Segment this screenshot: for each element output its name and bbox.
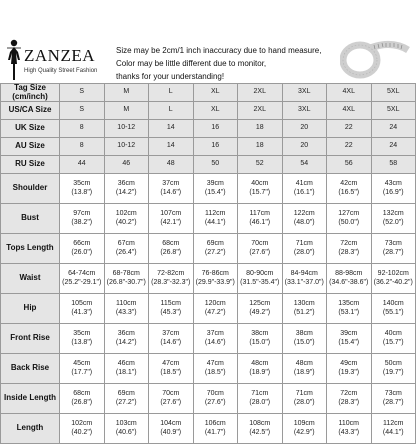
size-cell: 14 bbox=[149, 138, 194, 156]
measurement-row bbox=[1, 264, 416, 294]
size-cell: 8 bbox=[60, 138, 105, 156]
row-label: UK Size bbox=[1, 120, 60, 138]
size-cell: L bbox=[149, 102, 194, 120]
measurement-cell bbox=[149, 354, 194, 384]
inch-value: (14.6") bbox=[160, 338, 182, 346]
size-cell: 50 bbox=[193, 156, 238, 174]
inch-value: (18.9") bbox=[249, 368, 271, 376]
cm-value: 36cm bbox=[117, 180, 135, 187]
inch-value: (19.7") bbox=[382, 368, 404, 376]
size-cell: 8 bbox=[60, 120, 105, 138]
cm-value: 120cm bbox=[204, 300, 226, 307]
measurement-row bbox=[1, 294, 416, 324]
cm-value: 42cm bbox=[340, 180, 358, 187]
inch-value: (27.2") bbox=[115, 398, 137, 406]
inch-value: (14.6") bbox=[204, 338, 226, 346]
cm-value: 49cm bbox=[340, 360, 358, 367]
notice-line-1: Size may be 2cm/1 inch inaccuracy due to hand measure, bbox=[116, 46, 322, 55]
cm-value: 130cm bbox=[293, 300, 315, 307]
cm-value: 140cm bbox=[382, 300, 404, 307]
inch-value: (14.2") bbox=[115, 338, 137, 346]
cm-value: 38cm bbox=[295, 330, 313, 337]
inch-value: (48.0") bbox=[293, 218, 315, 226]
inch-value: (28.0") bbox=[249, 398, 271, 406]
cm-value: 88-98cm bbox=[335, 270, 363, 277]
inch-value: (27.6") bbox=[160, 398, 182, 406]
cm-value: 37cm bbox=[162, 330, 180, 337]
cm-value: 40cm bbox=[384, 330, 402, 337]
cm-value: 69cm bbox=[117, 390, 135, 397]
inch-value: (41.3") bbox=[71, 308, 93, 316]
cm-value: 125cm bbox=[249, 300, 271, 307]
measurement-row bbox=[1, 324, 416, 354]
measurement-cell bbox=[282, 354, 327, 384]
inch-value: (28.3") bbox=[338, 398, 360, 406]
row-label: Tag Size (cm/inch) bbox=[1, 84, 60, 102]
measurement-cell bbox=[104, 324, 149, 354]
brand-tagline: High Quality Street Fashion bbox=[24, 68, 98, 74]
measurement-cell bbox=[282, 384, 327, 414]
row-label: Bust bbox=[1, 204, 60, 234]
cm-value: 70cm bbox=[251, 240, 269, 247]
inch-value: (15.0") bbox=[293, 338, 315, 346]
measurement-cell bbox=[193, 294, 238, 324]
measurement-cell bbox=[238, 324, 283, 354]
size-cell: 16 bbox=[193, 138, 238, 156]
size-cell: 58 bbox=[371, 156, 416, 174]
cm-value: 84-94cm bbox=[290, 270, 318, 277]
woman-silhouette-icon bbox=[4, 38, 24, 82]
inch-value: (41.7") bbox=[204, 428, 226, 436]
measurement-cell bbox=[371, 414, 416, 444]
cm-value: 80-90cm bbox=[246, 270, 274, 277]
measurement-cell bbox=[238, 204, 283, 234]
measurement-row bbox=[1, 354, 416, 384]
inch-value: (34.6"-38.6") bbox=[329, 278, 369, 286]
cm-value: 107cm bbox=[160, 210, 182, 217]
size-cell: 2XL bbox=[238, 84, 283, 102]
measurement-cell bbox=[371, 294, 416, 324]
size-notice bbox=[116, 44, 344, 83]
size-cell: M bbox=[104, 102, 149, 120]
inch-value: (42.1") bbox=[160, 218, 182, 226]
measurement-cell bbox=[282, 264, 327, 294]
measurement-cell bbox=[104, 384, 149, 414]
cm-value: 73cm bbox=[384, 390, 402, 397]
size-cell: 16 bbox=[193, 120, 238, 138]
measurement-cell bbox=[60, 174, 105, 204]
size-cell: 54 bbox=[282, 156, 327, 174]
inch-value: (44.1") bbox=[382, 428, 404, 436]
size-cell: 5XL bbox=[371, 102, 416, 120]
inch-value: (16.5") bbox=[338, 188, 360, 196]
cm-value: 73cm bbox=[384, 240, 402, 247]
inch-value: (28.0") bbox=[293, 248, 315, 256]
size-row bbox=[1, 156, 416, 174]
cm-value: 37cm bbox=[162, 180, 180, 187]
measurement-cell bbox=[60, 324, 105, 354]
inch-value: (26.4") bbox=[115, 248, 137, 256]
inch-value: (53.1") bbox=[338, 308, 360, 316]
brand-name: ZANZEA bbox=[24, 46, 95, 65]
measurement-cell bbox=[193, 204, 238, 234]
header bbox=[0, 0, 416, 83]
cm-value: 122cm bbox=[293, 210, 315, 217]
size-cell: S bbox=[60, 102, 105, 120]
cm-value: 45cm bbox=[73, 360, 91, 367]
cm-value: 70cm bbox=[206, 390, 224, 397]
row-label: Tops Length bbox=[1, 234, 60, 264]
measurement-cell bbox=[371, 384, 416, 414]
measurement-cell bbox=[149, 384, 194, 414]
measurement-row bbox=[1, 384, 416, 414]
inch-value: (14.2") bbox=[115, 188, 137, 196]
measurement-row bbox=[1, 204, 416, 234]
cm-value: 110cm bbox=[116, 300, 137, 307]
measurement-cell bbox=[238, 354, 283, 384]
cm-value: 46cm bbox=[117, 360, 135, 367]
size-cell: 46 bbox=[104, 156, 149, 174]
cm-value: 72cm bbox=[340, 390, 358, 397]
cm-value: 92-102cm bbox=[377, 270, 409, 277]
size-chart-table bbox=[0, 83, 416, 444]
cm-value: 109cm bbox=[293, 420, 315, 427]
inch-value: (26.0") bbox=[71, 248, 93, 256]
size-cell: 20 bbox=[282, 138, 327, 156]
measurement-cell bbox=[282, 204, 327, 234]
inch-value: (43.3") bbox=[338, 428, 360, 436]
size-cell: S bbox=[60, 84, 105, 102]
cm-value: 64-74cm bbox=[68, 270, 96, 277]
cm-value: 127cm bbox=[338, 210, 360, 217]
inch-value: (27.2") bbox=[204, 248, 226, 256]
cm-value: 38cm bbox=[251, 330, 269, 337]
cm-value: 135cm bbox=[338, 300, 360, 307]
size-cell: 56 bbox=[327, 156, 372, 174]
inch-value: (51.2") bbox=[293, 308, 315, 316]
measurement-cell bbox=[327, 384, 372, 414]
measuring-tape-icon bbox=[340, 34, 412, 80]
inch-value: (18.5") bbox=[160, 368, 182, 376]
measurement-cell bbox=[149, 174, 194, 204]
measurement-cell bbox=[104, 294, 149, 324]
measurement-cell bbox=[104, 204, 149, 234]
measurement-cell bbox=[60, 264, 105, 294]
size-cell: 10-12 bbox=[104, 138, 149, 156]
measurement-row bbox=[1, 234, 416, 264]
measurement-cell bbox=[193, 354, 238, 384]
measurement-cell bbox=[371, 204, 416, 234]
inch-value: (16.1") bbox=[293, 188, 315, 196]
size-cell: 18 bbox=[238, 120, 283, 138]
measurement-cell bbox=[282, 234, 327, 264]
inch-value: (29.9"-33.9") bbox=[195, 278, 235, 286]
cm-value: 104cm bbox=[160, 420, 182, 427]
measurement-cell bbox=[238, 414, 283, 444]
measurement-cell bbox=[238, 294, 283, 324]
size-cell: 22 bbox=[327, 120, 372, 138]
inch-value: (15.7") bbox=[249, 188, 271, 196]
size-cell: XL bbox=[193, 102, 238, 120]
inch-value: (31.5"-35.4") bbox=[240, 278, 280, 286]
cm-value: 41cm bbox=[295, 180, 313, 187]
size-cell: XL bbox=[193, 84, 238, 102]
inch-value: (44.1") bbox=[204, 218, 226, 226]
measurement-cell bbox=[149, 324, 194, 354]
brand-logo bbox=[4, 38, 114, 82]
measurement-cell bbox=[371, 174, 416, 204]
measurement-cell bbox=[149, 414, 194, 444]
size-cell: 20 bbox=[282, 120, 327, 138]
inch-value: (27.6") bbox=[204, 398, 226, 406]
measurement-cell bbox=[60, 294, 105, 324]
notice-line-3: thanks for your understanding! bbox=[116, 72, 225, 81]
inch-value: (42.9") bbox=[293, 428, 315, 436]
cm-value: 68cm bbox=[162, 240, 180, 247]
row-label: Length bbox=[1, 414, 60, 444]
cm-value: 50cm bbox=[384, 360, 402, 367]
measurement-cell bbox=[371, 354, 416, 384]
cm-value: 43cm bbox=[384, 180, 402, 187]
size-cell: 48 bbox=[149, 156, 194, 174]
size-row bbox=[1, 138, 416, 156]
measurement-cell bbox=[327, 174, 372, 204]
inch-value: (26.8"-30.7") bbox=[106, 278, 146, 286]
inch-value: (27.6") bbox=[249, 248, 271, 256]
measurement-cell bbox=[193, 414, 238, 444]
size-cell: 14 bbox=[149, 120, 194, 138]
inch-value: (18.1") bbox=[115, 368, 137, 376]
inch-value: (17.7") bbox=[71, 368, 93, 376]
inch-value: (13.8") bbox=[71, 338, 93, 346]
inch-value: (18.5") bbox=[204, 368, 226, 376]
measurement-cell bbox=[327, 294, 372, 324]
inch-value: (26.8") bbox=[71, 398, 93, 406]
measurement-cell bbox=[327, 414, 372, 444]
measurement-row bbox=[1, 414, 416, 444]
inch-value: (45.3") bbox=[160, 308, 182, 316]
measurement-cell bbox=[193, 384, 238, 414]
cm-value: 47cm bbox=[206, 360, 224, 367]
size-cell: 4XL bbox=[327, 102, 372, 120]
measurement-cell bbox=[149, 234, 194, 264]
cm-value: 115cm bbox=[160, 300, 181, 307]
cm-value: 71cm bbox=[295, 240, 313, 247]
measurement-cell bbox=[371, 234, 416, 264]
measurement-cell bbox=[327, 354, 372, 384]
size-row bbox=[1, 84, 416, 102]
size-cell: 22 bbox=[327, 138, 372, 156]
inch-value: (52.0") bbox=[382, 218, 404, 226]
cm-value: 71cm bbox=[251, 390, 269, 397]
inch-value: (25.2"-29.1") bbox=[62, 278, 102, 286]
row-label: AU Size bbox=[1, 138, 60, 156]
inch-value: (33.1"-37.0") bbox=[284, 278, 324, 286]
row-label: Waist bbox=[1, 264, 60, 294]
cm-value: 39cm bbox=[206, 180, 224, 187]
size-cell: 24 bbox=[371, 138, 416, 156]
cm-value: 112cm bbox=[383, 420, 404, 427]
size-cell: M bbox=[104, 84, 149, 102]
measurement-cell bbox=[282, 324, 327, 354]
measurement-cell bbox=[193, 174, 238, 204]
cm-value: 72cm bbox=[340, 240, 358, 247]
size-cell: 52 bbox=[238, 156, 283, 174]
cm-value: 47cm bbox=[162, 360, 180, 367]
measurement-cell bbox=[149, 264, 194, 294]
cm-value: 39cm bbox=[340, 330, 358, 337]
cm-value: 97cm bbox=[73, 210, 91, 217]
cm-value: 102cm bbox=[71, 420, 93, 427]
notice-line-2: Color may be little different due to monitor, bbox=[116, 59, 267, 68]
inch-value: (19.3") bbox=[338, 368, 360, 376]
inch-value: (42.5") bbox=[249, 428, 271, 436]
measurement-cell bbox=[104, 174, 149, 204]
measurement-cell bbox=[282, 294, 327, 324]
inch-value: (13.8") bbox=[71, 188, 93, 196]
measurement-cell bbox=[60, 204, 105, 234]
size-cell: 4XL bbox=[327, 84, 372, 102]
measurement-row bbox=[1, 174, 416, 204]
inch-value: (14.6") bbox=[160, 188, 182, 196]
measurement-rows bbox=[1, 174, 416, 444]
inch-value: (40.6") bbox=[115, 428, 137, 436]
size-cell: 2XL bbox=[238, 102, 283, 120]
cm-value: 102cm bbox=[115, 210, 137, 217]
row-label: RU Size bbox=[1, 156, 60, 174]
measurement-cell bbox=[193, 234, 238, 264]
cm-value: 67cm bbox=[117, 240, 135, 247]
cm-value: 35cm bbox=[73, 180, 91, 187]
cm-value: 72-82cm bbox=[157, 270, 185, 277]
cm-value: 103cm bbox=[115, 420, 137, 427]
inch-value: (15.4") bbox=[204, 188, 226, 196]
cm-value: 105cm bbox=[71, 300, 93, 307]
size-cell: 10-12 bbox=[104, 120, 149, 138]
measurement-cell bbox=[104, 354, 149, 384]
cm-value: 48cm bbox=[251, 360, 269, 367]
measurement-cell bbox=[327, 264, 372, 294]
inch-value: (43.3") bbox=[115, 308, 137, 316]
size-cell: 3XL bbox=[282, 84, 327, 102]
size-cell: 24 bbox=[371, 120, 416, 138]
inch-value: (28.7") bbox=[382, 398, 404, 406]
inch-value: (55.1") bbox=[382, 308, 404, 316]
cm-value: 69cm bbox=[206, 240, 224, 247]
cm-value: 66cm bbox=[73, 240, 91, 247]
measurement-cell bbox=[327, 204, 372, 234]
measurement-cell bbox=[104, 414, 149, 444]
measurement-cell bbox=[371, 324, 416, 354]
cm-value: 117cm bbox=[249, 210, 270, 217]
inch-value: (46.1") bbox=[249, 218, 271, 226]
inch-value: (28.7") bbox=[382, 248, 404, 256]
inch-value: (47.2") bbox=[204, 308, 226, 316]
size-cell: 44 bbox=[60, 156, 105, 174]
row-label: Shoulder bbox=[1, 174, 60, 204]
row-label: Back Rise bbox=[1, 354, 60, 384]
inch-value: (28.0") bbox=[293, 398, 315, 406]
cm-value: 48cm bbox=[295, 360, 313, 367]
row-label: Inside Length bbox=[1, 384, 60, 414]
measurement-cell bbox=[193, 324, 238, 354]
inch-value: (26.8") bbox=[160, 248, 182, 256]
measurement-cell bbox=[60, 234, 105, 264]
measurement-cell bbox=[193, 264, 238, 294]
cm-value: 70cm bbox=[162, 390, 180, 397]
inch-value: (15.4") bbox=[338, 338, 360, 346]
measurement-cell bbox=[60, 414, 105, 444]
cm-value: 76-86cm bbox=[201, 270, 229, 277]
cm-value: 40cm bbox=[251, 180, 269, 187]
inch-value: (15.7") bbox=[382, 338, 404, 346]
measurement-cell bbox=[60, 354, 105, 384]
inch-value: (15.0") bbox=[249, 338, 271, 346]
measurement-cell bbox=[282, 414, 327, 444]
inch-value: (16.9") bbox=[382, 188, 404, 196]
inch-value: (28.3"-32.3") bbox=[151, 278, 191, 286]
cm-value: 68-78cm bbox=[112, 270, 140, 277]
inch-value: (36.2"-40.2") bbox=[373, 278, 413, 286]
inch-value: (49.2") bbox=[249, 308, 271, 316]
size-cell: 3XL bbox=[282, 102, 327, 120]
inch-value: (40.9") bbox=[160, 428, 182, 436]
cm-value: 37cm bbox=[206, 330, 224, 337]
measurement-cell bbox=[149, 204, 194, 234]
cm-value: 71cm bbox=[295, 390, 313, 397]
inch-value: (40.2") bbox=[71, 428, 93, 436]
size-cell: 18 bbox=[238, 138, 283, 156]
cm-value: 36cm bbox=[117, 330, 135, 337]
row-label: Hip bbox=[1, 294, 60, 324]
cm-value: 132cm bbox=[382, 210, 404, 217]
size-cell: L bbox=[149, 84, 194, 102]
measurement-cell bbox=[371, 264, 416, 294]
row-label: Front Rise bbox=[1, 324, 60, 354]
measurement-cell bbox=[238, 174, 283, 204]
inch-value: (38.2") bbox=[71, 218, 93, 226]
cm-value: 35cm bbox=[73, 330, 91, 337]
measurement-cell bbox=[149, 294, 194, 324]
size-row bbox=[1, 120, 416, 138]
cm-value: 108cm bbox=[249, 420, 271, 427]
size-rows bbox=[1, 84, 416, 174]
inch-value: (50.0") bbox=[338, 218, 360, 226]
measurement-cell bbox=[238, 234, 283, 264]
inch-value: (40.2") bbox=[115, 218, 137, 226]
measurement-cell bbox=[238, 264, 283, 294]
cm-value: 68cm bbox=[73, 390, 91, 397]
measurement-cell bbox=[327, 324, 372, 354]
cm-value: 112cm bbox=[205, 210, 226, 217]
row-label: US/CA Size bbox=[1, 102, 60, 120]
cm-value: 106cm bbox=[204, 420, 226, 427]
inch-value: (18.9") bbox=[293, 368, 315, 376]
size-cell: 5XL bbox=[371, 84, 416, 102]
measurement-cell bbox=[104, 264, 149, 294]
measurement-cell bbox=[104, 234, 149, 264]
measurement-cell bbox=[60, 384, 105, 414]
inch-value: (28.3") bbox=[338, 248, 360, 256]
cm-value: 110cm bbox=[338, 420, 359, 427]
size-row bbox=[1, 102, 416, 120]
measurement-cell bbox=[327, 234, 372, 264]
measurement-cell bbox=[238, 384, 283, 414]
measurement-cell bbox=[282, 174, 327, 204]
